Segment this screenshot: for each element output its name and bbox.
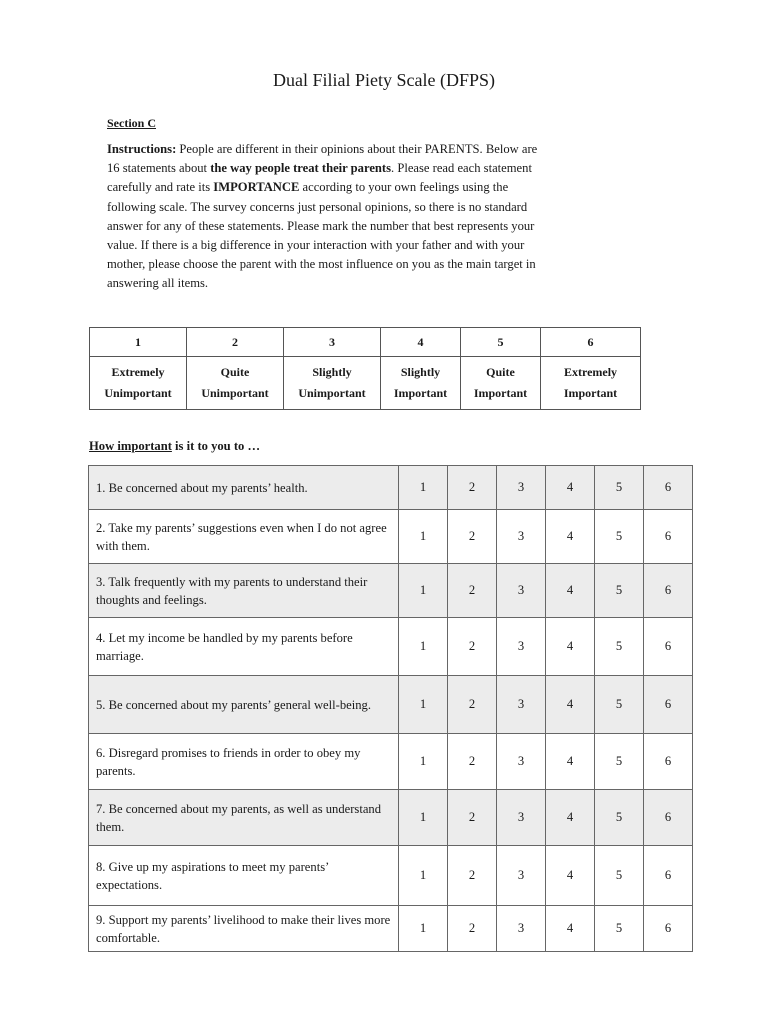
rating-option[interactable]: 2 — [448, 676, 497, 734]
item-row — [89, 510, 693, 564]
rating-option[interactable]: 3 — [497, 906, 546, 952]
rating-option[interactable]: 4 — [546, 734, 595, 790]
rating-option[interactable]: 5 — [595, 790, 644, 846]
instructions-paragraph — [107, 140, 627, 294]
rating-option[interactable]: 4 — [546, 906, 595, 952]
rating-option[interactable]: 1 — [399, 734, 448, 790]
rating-option[interactable]: 4 — [546, 676, 595, 734]
rating-option[interactable]: 2 — [448, 846, 497, 906]
instructions-text: 16 statements about — [107, 161, 211, 176]
rating-option[interactable]: 2 — [448, 734, 497, 790]
rating-option[interactable]: 1 — [399, 618, 448, 676]
rating-option[interactable]: 6 — [644, 510, 693, 564]
rating-option[interactable]: 2 — [448, 906, 497, 952]
scale-number: 4 — [381, 328, 461, 357]
rating-option[interactable]: 1 — [399, 846, 448, 906]
item-statement: 5. Be concerned about my parents’ general well-being. — [89, 676, 399, 734]
prompt-text: is it to you to … — [171, 439, 261, 453]
instructions-line-7: mother, please choose the parent with the most influence on you as the main target in — [107, 257, 536, 272]
rating-option[interactable]: 2 — [448, 618, 497, 676]
scale-label-line: Extremely — [563, 365, 618, 379]
item-statement: 6. Disregard promises to friends in order to obey my parents. — [89, 734, 399, 790]
rating-scale-table — [89, 327, 641, 410]
item-statement: 4. Let my income be handled by my parents before marriage. — [89, 618, 399, 676]
item-statement: 7. Be concerned about my parents, as well as understand them. — [89, 790, 399, 846]
scale-number: 6 — [541, 328, 641, 357]
rating-option[interactable]: 3 — [497, 734, 546, 790]
rating-option[interactable]: 4 — [546, 846, 595, 906]
rating-option[interactable]: 1 — [399, 906, 448, 952]
rating-option[interactable]: 3 — [497, 564, 546, 618]
item-row — [89, 676, 693, 734]
rating-option[interactable]: 4 — [546, 510, 595, 564]
scale-label-line: Quite — [486, 365, 515, 379]
instructions-label: Instructions: — [107, 142, 177, 156]
rating-option[interactable]: 5 — [595, 564, 644, 618]
rating-option[interactable]: 3 — [497, 846, 546, 906]
instructions-line-2 — [107, 159, 627, 178]
scale-label — [187, 357, 284, 410]
instructions-emphasis: the way people treat their parents — [210, 161, 392, 176]
rating-option[interactable]: 4 — [546, 790, 595, 846]
scale-label-line: Slightly — [312, 365, 352, 379]
item-row — [89, 466, 693, 510]
scale-label-line: Unimportant — [298, 386, 366, 400]
instructions-emphasis: IMPORTANCE — [213, 180, 300, 195]
rating-option[interactable]: 3 — [497, 510, 546, 564]
item-statement: 2. Take my parents’ suggestions even when I do not agree with them. — [89, 510, 399, 564]
items-table — [88, 465, 693, 952]
rating-option[interactable]: 2 — [448, 564, 497, 618]
rating-option[interactable]: 1 — [399, 510, 448, 564]
rating-option[interactable]: 3 — [497, 618, 546, 676]
instructions-line-8: answering all items. — [107, 276, 209, 291]
scale-number: 3 — [284, 328, 381, 357]
scale-label-line: Quite — [220, 365, 250, 379]
prompt-underlined: How important — [89, 439, 172, 453]
rating-option[interactable]: 6 — [644, 906, 693, 952]
question-prompt — [89, 439, 260, 454]
item-statement: 9. Support my parents’ livelihood to make their lives more comfortable. — [89, 906, 399, 952]
rating-option[interactable]: 5 — [595, 734, 644, 790]
item-row — [89, 846, 693, 906]
scale-number-row — [90, 328, 641, 357]
rating-option[interactable]: 2 — [448, 466, 497, 510]
scale-label — [541, 357, 641, 410]
item-row — [89, 564, 693, 618]
rating-option[interactable]: 5 — [595, 618, 644, 676]
instructions-line-6: value. If there is a big difference in your interaction with your father and with your — [107, 238, 525, 253]
scale-number: 5 — [461, 328, 541, 357]
rating-option[interactable]: 4 — [546, 618, 595, 676]
item-statement: 8. Give up my aspirations to meet my parents’ expectations. — [89, 846, 399, 906]
scale-label — [284, 357, 381, 410]
rating-option[interactable]: 6 — [644, 846, 693, 906]
scale-label — [381, 357, 461, 410]
rating-option[interactable]: 1 — [399, 564, 448, 618]
scale-label-line: Important — [393, 386, 448, 400]
scale-label-line: Unimportant — [201, 386, 269, 400]
rating-option[interactable]: 5 — [595, 466, 644, 510]
rating-option[interactable]: 1 — [399, 676, 448, 734]
scale-label-line: Unimportant — [104, 386, 172, 400]
rating-option[interactable]: 2 — [448, 510, 497, 564]
instructions-line-5: answer for any of these statements. Please mark the number that best represents your — [107, 218, 535, 233]
instructions-text: according to your own feelings using the — [299, 180, 509, 195]
instructions-text: carefully and rate its — [107, 180, 214, 195]
rating-option[interactable]: 5 — [595, 906, 644, 952]
scale-label-line: Important — [563, 386, 618, 400]
instructions-line-4: following scale. The survey concerns just personal opinions, so there is no standard — [107, 199, 528, 214]
item-row — [89, 790, 693, 846]
scale-number: 1 — [90, 328, 187, 357]
rating-option[interactable]: 1 — [399, 466, 448, 510]
rating-option[interactable]: 2 — [448, 790, 497, 846]
rating-option[interactable]: 1 — [399, 790, 448, 846]
instructions-line-1 — [107, 140, 627, 159]
rating-option[interactable]: 3 — [497, 790, 546, 846]
scale-label-line: Slightly — [400, 365, 441, 379]
item-row — [89, 618, 693, 676]
scale-label — [90, 357, 187, 410]
scale-label-line: Extremely — [111, 365, 165, 379]
item-statement: 1. Be concerned about my parents’ health. — [89, 466, 399, 510]
rating-option[interactable]: 6 — [644, 676, 693, 734]
instructions-line-3 — [107, 178, 627, 197]
scale-label — [461, 357, 541, 410]
scale-label-row — [90, 357, 641, 410]
rating-option[interactable]: 6 — [644, 466, 693, 510]
rating-option[interactable]: 4 — [546, 564, 595, 618]
rating-option[interactable]: 6 — [644, 734, 693, 790]
instructions-text: People are different in their opinions about their PARENTS. Below are — [176, 142, 538, 156]
rating-option[interactable]: 5 — [595, 510, 644, 564]
rating-option[interactable]: 6 — [644, 618, 693, 676]
rating-option[interactable]: 6 — [644, 564, 693, 618]
rating-option[interactable]: 3 — [497, 676, 546, 734]
rating-option[interactable]: 5 — [595, 846, 644, 906]
instructions-text: . Please read each statement — [391, 161, 532, 176]
section-heading: Section C — [107, 116, 156, 130]
page-title: Dual Filial Piety Scale (DFPS) — [273, 70, 495, 90]
rating-option[interactable]: 4 — [546, 466, 595, 510]
item-row — [89, 906, 693, 952]
scale-label-line: Important — [473, 386, 528, 400]
rating-option[interactable]: 3 — [497, 466, 546, 510]
rating-option[interactable]: 5 — [595, 676, 644, 734]
item-row — [89, 734, 693, 790]
scale-number: 2 — [187, 328, 284, 357]
item-statement: 3. Talk frequently with my parents to understand their thoughts and feelings. — [89, 564, 399, 618]
rating-option[interactable]: 6 — [644, 790, 693, 846]
